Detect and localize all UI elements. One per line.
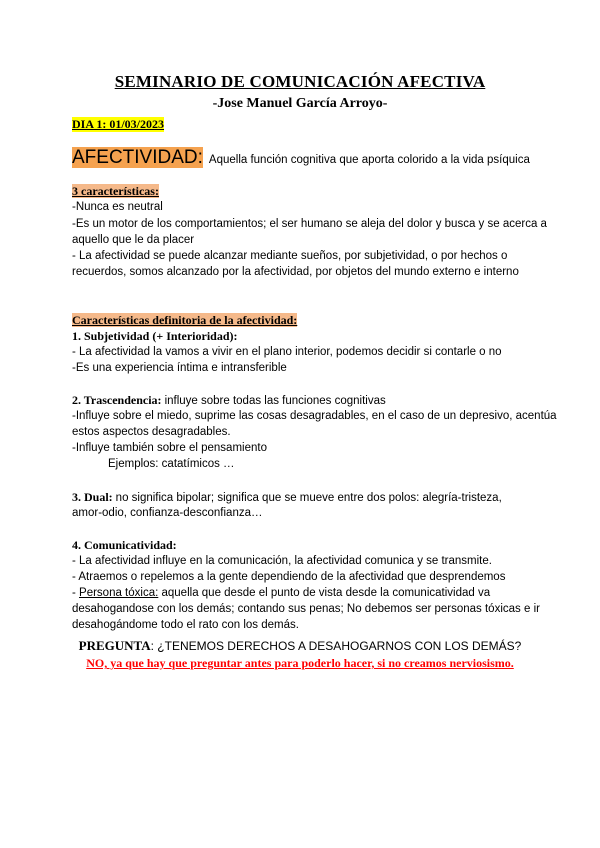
- caracteristica-line: -Nunca es neutral: [72, 201, 163, 213]
- subjetividad-title: 1. Subjetividad (+ Interioridad):: [72, 329, 238, 343]
- dual-title: 3. Dual:: [72, 490, 113, 504]
- comunicatividad-line: - Atraemos o repelemos a la gente dependiendo de la afectividad que desprendemos: [72, 571, 506, 583]
- caracteristicas-heading-text: 3 características:: [72, 184, 159, 198]
- pregunta-answer: NO, ya que hay que preguntar antes para poderlo hacer, si no creamos nerviosismo.: [86, 656, 514, 670]
- pregunta-line: [0, 638, 600, 654]
- caracteristicas-heading: [72, 183, 532, 200]
- subjetividad-line: - La afectividad la vamos a vivir en el plano interior, podemos decidir si contarle o no: [72, 346, 502, 358]
- author-line: -Jose Manuel García Arroyo-: [212, 96, 388, 111]
- dual-text-continued: amor-odio, confianza-desconfianza…: [72, 507, 263, 519]
- definitoria-heading-text: Características definitoria de la afectividad:: [72, 313, 298, 327]
- trascendencia-title: 2. Trascendencia:: [72, 393, 162, 407]
- pregunta-label: PREGUNTA: [78, 638, 151, 653]
- pregunta-text: : ¿TENEMOS DERECHOS A DESAHOGARNOS CON LOS DEMÁS?: [150, 639, 522, 653]
- persona-toxica-line: desahogandose con los demás; contando sus penas; No debemos ser personas tóxicas e ir: [72, 603, 540, 615]
- afectividad-text: Aquella función cognitiva que aporta colorido a la vida psíquica: [208, 154, 530, 166]
- caracteristica-line: -Es un motor de los comportamientos; el ser humano se aleja del dolor y busca y se acerca a: [72, 218, 547, 230]
- persona-toxica-text: aquella que desde el punto de vista desde la comunicatividad va: [161, 587, 491, 599]
- day-heading: DIA 1: 01/03/2023: [72, 117, 165, 131]
- afectividad-term: AFECTIVIDAD:: [72, 147, 203, 168]
- persona-toxica-label: Persona tóxica:: [79, 587, 159, 599]
- comunicatividad-line: - La afectividad influye en la comunicación, la afectividad comunica y se transmite.: [72, 555, 492, 567]
- document-title: SEMINARIO DE COMUNICACIÓN AFECTIVA: [114, 72, 486, 91]
- trascendencia-line: estos aspectos desagradables.: [72, 426, 231, 438]
- dual-text: no significa bipolar; significa que se mueve entre dos polos: alegría-tristeza,: [115, 492, 502, 504]
- subjetividad-line: -Es una experiencia íntima e intransferible: [72, 362, 287, 374]
- caracteristica-line: recuerdos, somos alcanzado por la afectividad, por objetos del mundo externo e interno: [72, 266, 519, 278]
- comunicatividad-title: 4. Comunicatividad:: [72, 538, 177, 552]
- persona-toxica-line: desahogándome todo el rato con los demás.: [72, 619, 299, 631]
- caracteristica-line: aquello que le da placer: [72, 234, 195, 246]
- afectividad-definition: [72, 147, 530, 169]
- trascendencia-example: Ejemplos: catatímicos …: [108, 458, 235, 470]
- caracteristica-line: - La afectividad se puede alcanzar mediante sueños, por subjetividad, o por hechos o: [72, 250, 508, 262]
- definitoria-heading: [72, 312, 532, 329]
- trascendencia-text: influye sobre todas las funciones cognitivas: [164, 395, 386, 407]
- trascendencia-line: -Influye también sobre el pensamiento: [72, 442, 267, 454]
- trascendencia-line: -Influye sobre el miedo, suprime las cosas desagradables, en el caso de un depresivo, acentúa: [72, 410, 557, 422]
- persona-toxica-row: - Persona tóxica: aquella que desde el punto de vista desde la comunicatividad va: [72, 587, 491, 599]
